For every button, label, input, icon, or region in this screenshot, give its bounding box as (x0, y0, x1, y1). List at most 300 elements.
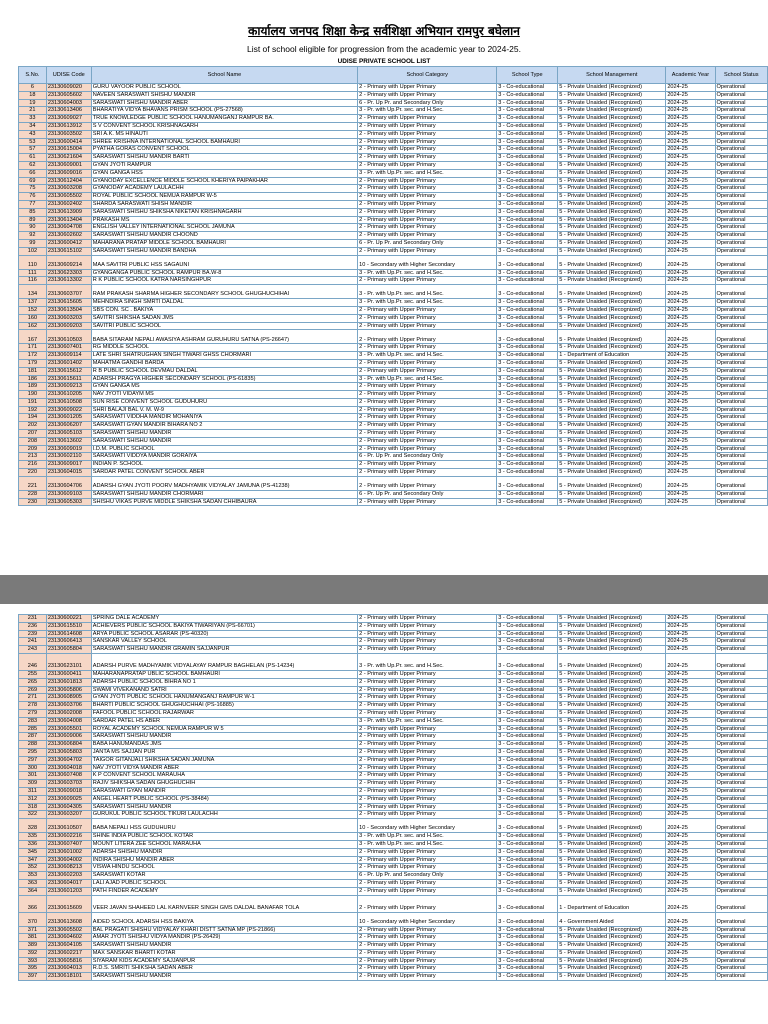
cell-sno: 300 (19, 764, 47, 772)
cell-school-name: GYAN JYOTI RAMPUR (91, 161, 357, 169)
cell-academic-year: 2024-25 (666, 359, 715, 367)
cell-school-management: 5 - Private Unaided (Recognized) (558, 780, 666, 788)
cell-school-status: Operational (715, 895, 767, 912)
cell-academic-year: 2024-25 (666, 216, 715, 224)
cell-school-management: 5 - Private Unaided (Recognized) (558, 476, 666, 490)
table-row (19, 638, 768, 646)
cell-udise-code: 23130602203 (46, 872, 91, 880)
cell-school-category: 2 - Primary with Upper Primary (358, 630, 497, 638)
cell-school-category: 2 - Primary with Upper Primary (358, 122, 497, 130)
cell-school-type: 3 - Co-educational (497, 437, 558, 445)
cell-school-name: RAJIV SHIKSHA SADAN GHUGHUCHIH (91, 780, 357, 788)
cell-school-type: 3 - Co-educational (497, 269, 558, 277)
cell-school-name: SARASWATI SHISHU MANDIR (91, 973, 357, 981)
table-row (19, 803, 768, 811)
cell-school-type: 3 - Co-educational (497, 306, 558, 314)
table-row (19, 130, 768, 138)
cell-sno: 21 (19, 107, 47, 115)
cell-academic-year: 2024-25 (666, 200, 715, 208)
cell-udise-code: 23130613302 (46, 277, 91, 285)
table-row (19, 422, 768, 430)
cell-sno: 297 (19, 756, 47, 764)
cell-academic-year: 2024-25 (666, 99, 715, 107)
table-body-page-2 (19, 615, 768, 981)
cell-school-category: 2 - Primary with Upper Primary (358, 359, 497, 367)
cell-sno: 287 (19, 733, 47, 741)
cell-academic-year: 2024-25 (666, 299, 715, 307)
cell-udise-code: 23130613404 (46, 216, 91, 224)
cell-school-type: 3 - Co-educational (497, 848, 558, 856)
cell-udise-code: 23130603208 (46, 185, 91, 193)
cell-academic-year: 2024-25 (666, 232, 715, 240)
cell-udise-code: 23130602110 (46, 453, 91, 461)
cell-udise-code: 23130609025 (46, 795, 91, 803)
cell-school-status: Operational (715, 216, 767, 224)
cell-sno: 18 (19, 91, 47, 99)
cell-school-management: 5 - Private Unaided (Recognized) (558, 306, 666, 314)
cell-udise-code: 23130605816 (46, 957, 91, 965)
cell-udise-code: 23130610508 (46, 398, 91, 406)
cell-school-category: 2 - Primary with Upper Primary (358, 764, 497, 772)
cell-udise-code: 23130602217 (46, 949, 91, 957)
cell-school-name: SAVITRI SHIKSHA SADAN JMS (91, 314, 357, 322)
cell-school-status: Operational (715, 702, 767, 710)
cell-school-type: 3 - Co-educational (497, 756, 558, 764)
cell-school-status: Operational (715, 130, 767, 138)
table-row (19, 269, 768, 277)
cell-academic-year: 2024-25 (666, 277, 715, 285)
cell-udise-code: 23130615605 (46, 299, 91, 307)
table-row (19, 306, 768, 314)
cell-udise-code: 23130607401 (46, 344, 91, 352)
cell-sno: 370 (19, 912, 47, 926)
cell-academic-year: 2024-25 (666, 686, 715, 694)
table-row (19, 161, 768, 169)
cell-sno: 194 (19, 414, 47, 422)
cell-school-category: 2 - Primary with Upper Primary (358, 803, 497, 811)
cell-academic-year: 2024-25 (666, 965, 715, 973)
table-row (19, 383, 768, 391)
cell-school-management: 5 - Private Unaided (Recognized) (558, 185, 666, 193)
office-title: कार्यालय जनपद शिक्षा केन्द्र सर्वशिक्षा अभियान रामपुर बघेलान (248, 24, 520, 38)
cell-school-status: Operational (715, 694, 767, 702)
table-row (19, 795, 768, 803)
table-row (19, 926, 768, 934)
cell-school-management: 5 - Private Unaided (Recognized) (558, 879, 666, 887)
cell-school-category: 2 - Primary with Upper Primary (358, 887, 497, 895)
cell-academic-year: 2024-25 (666, 926, 715, 934)
cell-udise-code: 23130608905 (46, 694, 91, 702)
cell-sno: 371 (19, 926, 47, 934)
cell-school-type: 3 - Co-educational (497, 638, 558, 646)
cell-academic-year: 2024-25 (666, 138, 715, 146)
cell-academic-year: 2024-25 (666, 169, 715, 177)
cell-academic-year: 2024-25 (666, 653, 715, 670)
cell-udise-code: 23130613909 (46, 208, 91, 216)
cell-udise-code: 23130602602 (46, 232, 91, 240)
cell-school-status: Operational (715, 772, 767, 780)
cell-school-name: SWAMI VIVEKANAND SATRI (91, 686, 357, 694)
cell-school-category: 2 - Primary with Upper Primary (358, 177, 497, 185)
cell-udise-code: 23130607407 (46, 840, 91, 848)
cell-school-management: 5 - Private Unaided (Recognized) (558, 285, 666, 299)
cell-school-status: Operational (715, 670, 767, 678)
cell-school-category: 2 - Primary with Upper Primary (358, 615, 497, 623)
table-row (19, 646, 768, 654)
cell-school-name: SAVITRI PUBLIC SCHOOL (91, 322, 357, 330)
cell-school-type: 3 - Co-educational (497, 469, 558, 477)
cell-school-name: SARASWATI SHISHU MANDIR (91, 803, 357, 811)
cell-school-management: 5 - Private Unaided (Recognized) (558, 367, 666, 375)
cell-school-name: GURUKUL PUBLIC SCHOOL TIKURI LAULACHH (91, 811, 357, 819)
cell-school-category: 2 - Primary with Upper Primary (358, 154, 497, 162)
cell-udise-code: 23130609214 (46, 255, 91, 269)
cell-udise-code: 23130604003 (46, 99, 91, 107)
cell-sno: 392 (19, 949, 47, 957)
cell-school-name: JANTA MS SAJJAN PUR (91, 748, 357, 756)
cell-udise-code: 23130609213 (46, 383, 91, 391)
table-row (19, 255, 768, 269)
cell-school-status: Operational (715, 787, 767, 795)
table-row (19, 406, 768, 414)
cell-udise-code: 23130601813 (46, 678, 91, 686)
cell-academic-year: 2024-25 (666, 694, 715, 702)
cell-school-status: Operational (715, 453, 767, 461)
cell-school-name: ADARSH PRAGYA HIGHER SECONDARY SCHOOL (PS-61835) (91, 375, 357, 383)
cell-academic-year: 2024-25 (666, 741, 715, 749)
cell-school-status: Operational (715, 314, 767, 322)
document-subtitle: List of school eligible for progression from the academic year to 2024-25. (246, 44, 522, 54)
cell-school-management: 5 - Private Unaided (Recognized) (558, 622, 666, 630)
table-row (19, 949, 768, 957)
cell-academic-year: 2024-25 (666, 306, 715, 314)
cell-school-management: 5 - Private Unaided (Recognized) (558, 678, 666, 686)
cell-school-name: LALI AJAD PUBLIC SCHOOL (91, 879, 357, 887)
cell-academic-year: 2024-25 (666, 756, 715, 764)
cell-school-status: Operational (715, 756, 767, 764)
cell-school-category: 3 - Pr. with Up.Pr. sec. and H.Sec. (358, 833, 497, 841)
cell-udise-code: 23130609103 (46, 490, 91, 498)
cell-sno: 33 (19, 115, 47, 123)
cell-school-name: ADARSH PURVE MADHYAMIK VIDYALAYAY RAMPUR BAGHELAN (PS-14234) (91, 653, 357, 670)
table-row (19, 872, 768, 880)
cell-school-status: Operational (715, 638, 767, 646)
cell-school-type: 3 - Co-educational (497, 741, 558, 749)
table-row (19, 138, 768, 146)
cell-school-name: SHINE INDIA PUBLIC SCHOOL KOTAR (91, 833, 357, 841)
cell-school-type: 3 - Co-educational (497, 216, 558, 224)
cell-school-category: 2 - Primary with Upper Primary (358, 942, 497, 950)
cell-school-category: 6 - Pr. Up Pr. and Secondary Only (358, 490, 497, 498)
cell-academic-year: 2024-25 (666, 185, 715, 193)
cell-school-status: Operational (715, 352, 767, 360)
cell-school-name: ADARSH PUBLIC SCHOOL BIHRA NO 1 (91, 678, 357, 686)
cell-school-management: 5 - Private Unaided (Recognized) (558, 469, 666, 477)
cell-school-status: Operational (715, 803, 767, 811)
cell-udise-code: 23130604105 (46, 942, 91, 950)
cell-school-category: 2 - Primary with Upper Primary (358, 306, 497, 314)
cell-school-category: 2 - Primary with Upper Primary (358, 367, 497, 375)
cell-school-management: 5 - Private Unaided (Recognized) (558, 255, 666, 269)
cell-sno: 134 (19, 285, 47, 299)
cell-academic-year: 2024-25 (666, 622, 715, 630)
cell-school-category: 10 - Secondary with Higher Secondary (358, 255, 497, 269)
cell-school-category: 3 - Pr. with Up.Pr. sec. and H.Sec. (358, 653, 497, 670)
cell-academic-year: 2024-25 (666, 833, 715, 841)
cell-school-category: 2 - Primary with Upper Primary (358, 414, 497, 422)
table-row (19, 787, 768, 795)
cell-school-status: Operational (715, 375, 767, 383)
cell-school-status: Operational (715, 391, 767, 399)
cell-school-type: 3 - Co-educational (497, 622, 558, 630)
cell-school-type: 3 - Co-educational (497, 926, 558, 934)
cell-academic-year: 2024-25 (666, 469, 715, 477)
table-row (19, 115, 768, 123)
table-row (19, 330, 768, 344)
cell-sno: 309 (19, 780, 47, 788)
cell-school-name: SARASWATI SHISHU MANDIR BARTI (91, 154, 357, 162)
cell-school-management: 5 - Private Unaided (Recognized) (558, 445, 666, 453)
cell-udise-code: 23130609006 (46, 733, 91, 741)
cell-school-name: SARASWATI KOTAR (91, 872, 357, 880)
cell-school-management: 5 - Private Unaided (Recognized) (558, 154, 666, 162)
cell-sno: 19 (19, 99, 47, 107)
cell-udise-code: 23130605501 (46, 725, 91, 733)
cell-udise-code: 23130606804 (46, 741, 91, 749)
cell-school-status: Operational (715, 811, 767, 819)
cell-udise-code: 23130603502 (46, 130, 91, 138)
cell-sno: 53 (19, 138, 47, 146)
cell-school-name: PYATHA GORAS CONVENT SCHOOL (91, 146, 357, 154)
cell-school-type: 3 - Co-educational (497, 383, 558, 391)
cell-school-category: 2 - Primary with Upper Primary (358, 115, 497, 123)
cell-school-type: 3 - Co-educational (497, 702, 558, 710)
cell-school-category: 2 - Primary with Upper Primary (358, 694, 497, 702)
cell-school-management: 5 - Private Unaided (Recognized) (558, 130, 666, 138)
cell-sno: 116 (19, 277, 47, 285)
cell-academic-year: 2024-25 (666, 725, 715, 733)
cell-school-management: 5 - Private Unaided (Recognized) (558, 615, 666, 623)
cell-school-name: BABA NEPALI HSS GUDUHURU (91, 819, 357, 833)
cell-school-management: 5 - Private Unaided (Recognized) (558, 949, 666, 957)
cell-school-category: 2 - Primary with Upper Primary (358, 748, 497, 756)
cell-academic-year: 2024-25 (666, 461, 715, 469)
cell-school-category: 2 - Primary with Upper Primary (358, 670, 497, 678)
cell-school-status: Operational (715, 780, 767, 788)
cell-academic-year: 2024-25 (666, 193, 715, 201)
cell-academic-year: 2024-25 (666, 678, 715, 686)
cell-udise-code: 23130613504 (46, 306, 91, 314)
cell-school-management: 4 - Government Aided (558, 912, 666, 926)
cell-school-status: Operational (715, 887, 767, 895)
cell-school-management: 5 - Private Unaided (Recognized) (558, 115, 666, 123)
cell-sno: 389 (19, 942, 47, 950)
table-row (19, 498, 768, 506)
cell-school-type: 3 - Co-educational (497, 314, 558, 322)
cell-udise-code: 23130604702 (46, 756, 91, 764)
cell-school-name: GYANODAY ACADEMY LAULACHH (91, 185, 357, 193)
cell-sno: 335 (19, 833, 47, 841)
cell-academic-year: 2024-25 (666, 314, 715, 322)
cell-academic-year: 2024-25 (666, 748, 715, 756)
cell-school-type: 3 - Co-educational (497, 445, 558, 453)
cell-udise-code: 23130610507 (46, 819, 91, 833)
cell-school-type: 3 - Co-educational (497, 375, 558, 383)
cell-sno: 181 (19, 367, 47, 375)
cell-school-category: 3 - Pr. with Up.Pr. sec. and H.Sec. (358, 352, 497, 360)
cell-school-status: Operational (715, 741, 767, 749)
cell-school-category: 3 - Pr. with Up.Pr. sec. and H.Sec. (358, 169, 497, 177)
cell-school-category: 2 - Primary with Upper Primary (358, 161, 497, 169)
cell-school-management: 5 - Private Unaided (Recognized) (558, 717, 666, 725)
cell-school-status: Operational (715, 138, 767, 146)
cell-sno: 221 (19, 476, 47, 490)
cell-school-status: Operational (715, 247, 767, 255)
cell-school-status: Operational (715, 733, 767, 741)
cell-school-category: 2 - Primary with Upper Primary (358, 476, 497, 490)
cell-sno: 186 (19, 375, 47, 383)
cell-school-name: SARASWATI SHISHU MANDIR (91, 430, 357, 438)
table-row (19, 840, 768, 848)
cell-sno: 62 (19, 161, 47, 169)
cell-academic-year: 2024-25 (666, 638, 715, 646)
cell-school-category: 2 - Primary with Upper Primary (358, 864, 497, 872)
table-row (19, 879, 768, 887)
cell-udise-code: 23130605502 (46, 926, 91, 934)
cell-school-name: MAHARANA PRATAP MIDDLE SCHOOL BAMHAURI (91, 239, 357, 247)
cell-academic-year: 2024-25 (666, 146, 715, 154)
cell-school-name: MEHNDIRA SINGH SMRTI DALDAL (91, 299, 357, 307)
cell-school-status: Operational (715, 461, 767, 469)
cell-sno: 61 (19, 154, 47, 162)
cell-school-management: 5 - Private Unaided (Recognized) (558, 414, 666, 422)
cell-school-category: 2 - Primary with Upper Primary (358, 709, 497, 717)
cell-school-type: 3 - Co-educational (497, 949, 558, 957)
cell-school-type: 3 - Co-educational (497, 957, 558, 965)
cell-school-status: Operational (715, 224, 767, 232)
cell-school-name: GYANODAY EXCELLENCE MIDDLE SCHOOL KHERIYA PAIPAKHAR (91, 177, 357, 185)
cell-school-management: 5 - Private Unaided (Recognized) (558, 973, 666, 981)
cell-school-category: 2 - Primary with Upper Primary (358, 208, 497, 216)
table-row (19, 725, 768, 733)
cell-sno: 179 (19, 359, 47, 367)
cell-sno: 239 (19, 630, 47, 638)
cell-sno: 66 (19, 169, 47, 177)
cell-udise-code: 23130601002 (46, 848, 91, 856)
cell-udise-code: 23130623303 (46, 269, 91, 277)
cell-school-status: Operational (715, 469, 767, 477)
cell-udise-code: 23130600411 (46, 670, 91, 678)
cell-school-category: 2 - Primary with Upper Primary (358, 84, 497, 92)
cell-school-type: 3 - Co-educational (497, 130, 558, 138)
table-row (19, 322, 768, 330)
cell-udise-code: 23130609114 (46, 352, 91, 360)
cell-school-category: 2 - Primary with Upper Primary (358, 795, 497, 803)
cell-school-name: BHARTI PUBLIC SCHOOL GHUGHUCHHAI (PS-16885) (91, 702, 357, 710)
cell-udise-code: 23130609020 (46, 84, 91, 92)
cell-sno: 162 (19, 322, 47, 330)
cell-school-type: 3 - Co-educational (497, 277, 558, 285)
cell-academic-year: 2024-25 (666, 772, 715, 780)
cell-academic-year: 2024-25 (666, 702, 715, 710)
cell-school-type: 3 - Co-educational (497, 772, 558, 780)
table-row (19, 895, 768, 912)
cell-school-type: 3 - Co-educational (497, 973, 558, 981)
cell-school-category: 2 - Primary with Upper Primary (358, 733, 497, 741)
cell-school-name: LATE SHRI SHATRUGHAN SINGH TIWARI GHSS CHORMARI (91, 352, 357, 360)
cell-academic-year: 2024-25 (666, 285, 715, 299)
cell-sno: 102 (19, 247, 47, 255)
cell-school-name: AIDED SCHOOL ADARSH HSS BAKIYA (91, 912, 357, 926)
cell-school-type: 3 - Co-educational (497, 811, 558, 819)
table-row (19, 193, 768, 201)
table-row (19, 247, 768, 255)
cell-academic-year: 2024-25 (666, 795, 715, 803)
cell-school-category: 2 - Primary with Upper Primary (358, 646, 497, 654)
cell-academic-year: 2024-25 (666, 942, 715, 950)
cell-school-category: 2 - Primary with Upper Primary (358, 949, 497, 957)
cell-school-status: Operational (715, 445, 767, 453)
cell-academic-year: 2024-25 (666, 490, 715, 498)
cell-school-name: SARASWATI SHISHU MANDIR (91, 733, 357, 741)
cell-school-name: ROYAL PUBLIC SCHOOL NEMUA RAMPUR W-5 (91, 193, 357, 201)
cell-school-name: ENGLISH VALLEY INTERNATIONAL SCHOOL JAMUNA (91, 224, 357, 232)
cell-school-management: 5 - Private Unaided (Recognized) (558, 764, 666, 772)
cell-school-type: 3 - Co-educational (497, 330, 558, 344)
cell-school-management: 5 - Private Unaided (Recognized) (558, 422, 666, 430)
cell-school-category: 2 - Primary with Upper Primary (358, 973, 497, 981)
cell-sno: 283 (19, 717, 47, 725)
cell-sno: 295 (19, 748, 47, 756)
cell-school-name: SARASWATI SHISHU MANDIR CHORMARI (91, 490, 357, 498)
header-school-management: School Management (558, 67, 666, 84)
cell-school-name: SARDAR PATEL CONVENT SCHOOL ABER (91, 469, 357, 477)
cell-udise-code: 23130615609 (46, 895, 91, 912)
cell-academic-year: 2024-25 (666, 872, 715, 880)
cell-school-management: 5 - Private Unaided (Recognized) (558, 795, 666, 803)
cell-school-category: 2 - Primary with Upper Primary (358, 879, 497, 887)
cell-udise-code: 23130613406 (46, 107, 91, 115)
cell-school-management: 5 - Private Unaided (Recognized) (558, 314, 666, 322)
table-row (19, 122, 768, 130)
table-row (19, 107, 768, 115)
cell-sno: 152 (19, 306, 47, 314)
table-row (19, 670, 768, 678)
cell-academic-year: 2024-25 (666, 811, 715, 819)
cell-school-type: 3 - Co-educational (497, 185, 558, 193)
cell-academic-year: 2024-25 (666, 717, 715, 725)
table-row (19, 146, 768, 154)
table-row (19, 391, 768, 399)
cell-school-status: Operational (715, 615, 767, 623)
document-page-2 (0, 604, 768, 1024)
cell-udise-code: 23130602402 (46, 200, 91, 208)
cell-school-name: I.D.M. PUBLIC SCHOOL (91, 445, 357, 453)
cell-school-type: 3 - Co-educational (497, 490, 558, 498)
cell-school-name: ROYAL ACADEMY SCHOOL NEMUA RAMPUR W 5 (91, 725, 357, 733)
cell-school-type: 3 - Co-educational (497, 895, 558, 912)
cell-school-type: 3 - Co-educational (497, 965, 558, 973)
cell-udise-code: 23130602216 (46, 833, 91, 841)
cell-udise-code: 23130605804 (46, 646, 91, 654)
cell-academic-year: 2024-25 (666, 646, 715, 654)
cell-academic-year: 2024-25 (666, 391, 715, 399)
cell-school-management: 5 - Private Unaided (Recognized) (558, 437, 666, 445)
cell-school-management: 5 - Private Unaided (Recognized) (558, 84, 666, 92)
cell-academic-year: 2024-25 (666, 154, 715, 162)
table-row (19, 630, 768, 638)
cell-academic-year: 2024-25 (666, 414, 715, 422)
